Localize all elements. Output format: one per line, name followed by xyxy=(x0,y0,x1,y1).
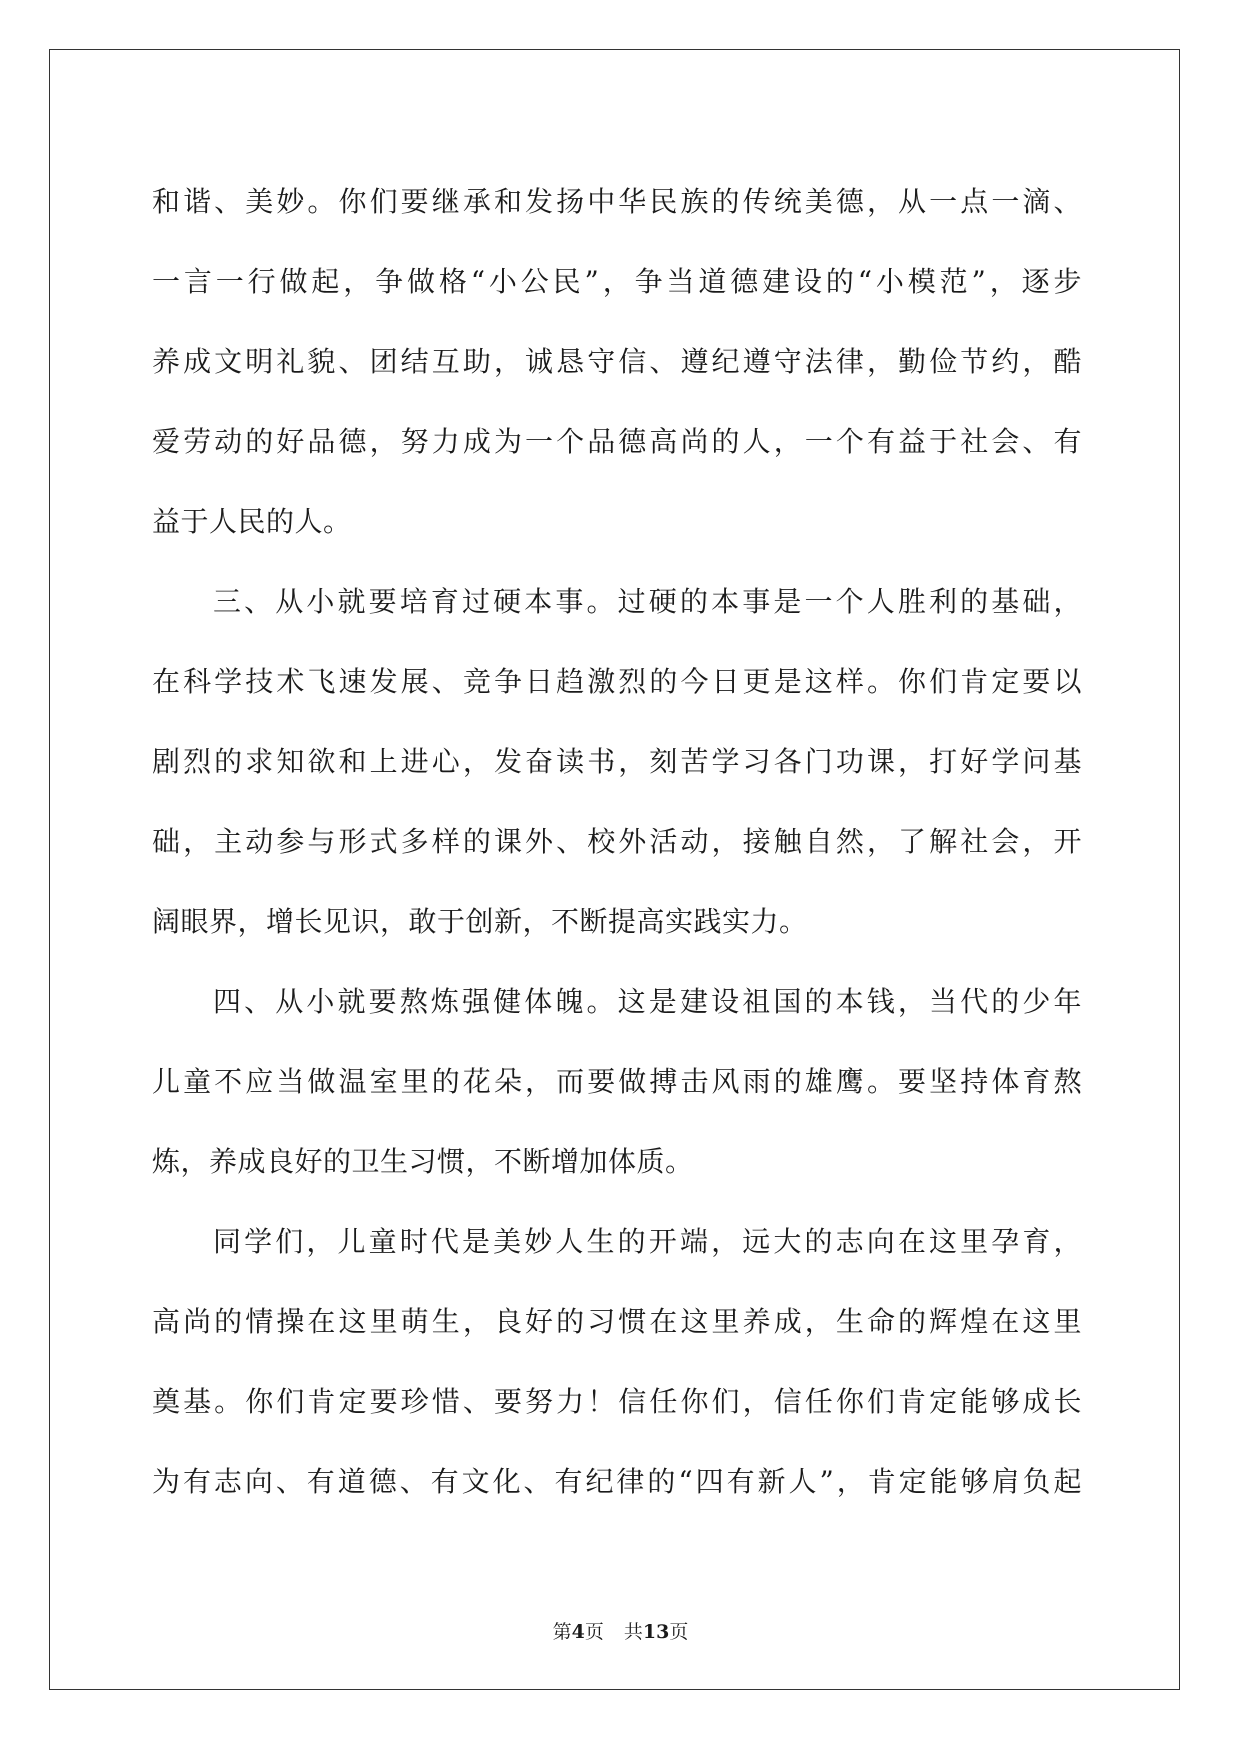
text-line: 和谐、美妙。你们要继承和发扬中华民族的传统美德，从一点一滴、 xyxy=(152,185,1082,218)
text-line: 为有志向、有道德、有文化、有纪律的“四有新人”，肯定能够肩负起 xyxy=(152,1465,1082,1498)
text-line: 在科学技术飞速发展、竞争日趋激烈的今日更是这样。你们肯定要以 xyxy=(152,665,1082,698)
text-line: 础，主动参与形式多样的课外、校外活动，接触自然，了解社会，开 xyxy=(152,825,1082,858)
text-line: 一言一行做起，争做格“小公民”，争当道德建设的“小模范”，逐步 xyxy=(152,265,1082,298)
text-line: 同学们，儿童时代是美妙人生的开端，远大的志向在这里孕育， xyxy=(213,1225,1082,1258)
total-prefix: 共 xyxy=(623,1621,643,1643)
text-line: 三、从小就要培育过硬本事。过硬的本事是一个人胜利的基础， xyxy=(213,585,1082,618)
text-line: 四、从小就要熬炼强健体魄。这是建设祖国的本钱，当代的少年 xyxy=(213,985,1082,1018)
page-number: 4 xyxy=(571,1621,585,1643)
total-pages: 13 xyxy=(642,1621,670,1643)
page-prefix: 第 xyxy=(552,1621,572,1643)
text-line: 爱劳动的好品德，努力成为一个品德高尚的人，一个有益于社会、有 xyxy=(152,425,1082,458)
text-line: 儿童不应当做温室里的花朵，而要做搏击风雨的雄鹰。要坚持体育熬 xyxy=(152,1065,1082,1098)
page-footer xyxy=(0,1617,1241,1644)
paragraph xyxy=(152,162,1082,562)
paragraph xyxy=(152,562,1082,962)
text-line: 阔眼界，增长见识，敢于创新，不断提高实践实力。 xyxy=(152,905,808,938)
page-suffix: 页 xyxy=(584,1621,604,1643)
text-line: 养成文明礼貌、团结互助，诚恳守信、遵纪遵守法律，勤俭节约，酷 xyxy=(152,345,1082,378)
text-line: 炼，养成良好的卫生习惯，不断增加体质。 xyxy=(152,1145,694,1178)
document-body xyxy=(152,162,1082,1522)
text-line: 奠基。你们肯定要珍惜、要努力！信任你们，信任你们肯定能够成长 xyxy=(152,1385,1082,1418)
text-line: 益于人民的人。 xyxy=(152,505,352,538)
total-suffix: 页 xyxy=(669,1621,689,1643)
text-line: 剧烈的求知欲和上进心，发奋读书，刻苦学习各门功课，打好学问基 xyxy=(152,745,1082,778)
paragraph xyxy=(152,962,1082,1202)
text-line: 高尚的情操在这里萌生，良好的习惯在这里养成，生命的辉煌在这里 xyxy=(152,1305,1082,1338)
paragraph xyxy=(152,1202,1082,1522)
